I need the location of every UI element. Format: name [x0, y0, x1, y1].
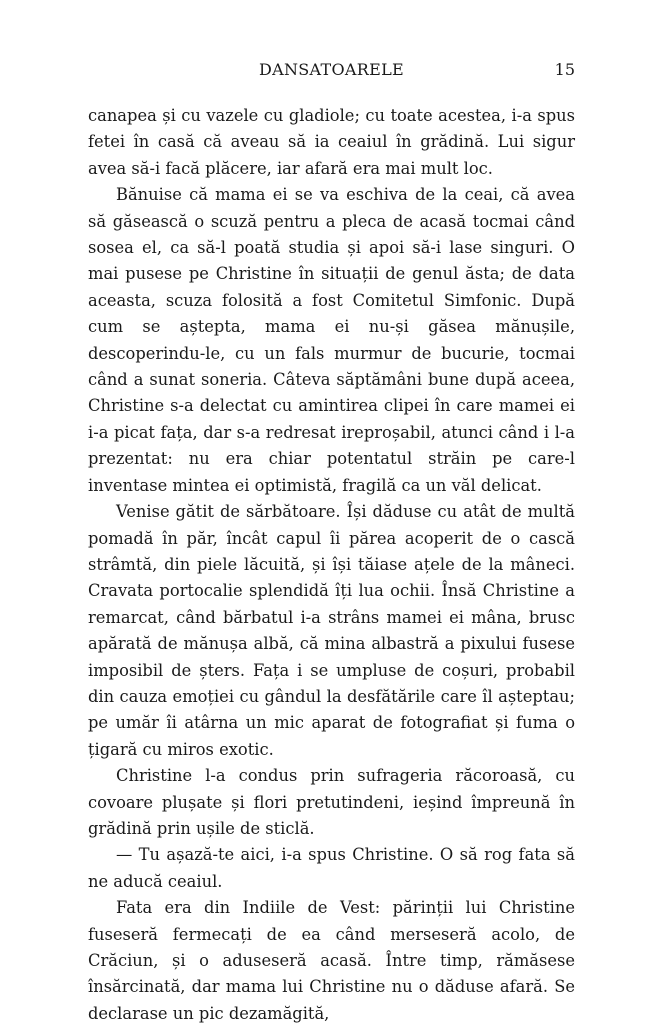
paragraph: canapea și cu vazele cu gladiole; cu toate acestea, i-a spus fetei în casă că aveau să ia ceaiul în grădină. Lui sigur avea să-i facă plăcere, iar afară era mai mult loc.: [88, 106, 575, 178]
paragraph: Bănuise că mama ei se va eschiva de la ceai, că avea să găsească o scuză pentru a pleca de acasă tocmai când sosea el, ca să-l poată studia și apoi să-i lase singuri. O mai pusese pe Christine în situații de genul ăsta; de data aceasta, scuza folosită a fost Comitetul Simfonic. După cum se aștepta, mama ei nu-și găsea mănușile, descoperindu-le, cu un fals murmur de bucurie, tocmai când a sunat soneria. Câteva săptămâni bune după aceea, Christine s-a delectat cu amintirea clipei în care mamei ei i-a picat fața, dar s-a redresat ireproșabil, atunci când i l-a prezentat: nu era chiar potentatul străin pe care-l inventase mintea ei optimistă, fragilă ca un văl delicat.: [88, 185, 575, 495]
page-number: 15: [554, 60, 575, 79]
dialogue-paragraph: — Tu așază-te aici, i-a spus Christine. O să rog fata să ne aducă ceaiul.: [88, 845, 575, 891]
body-text: [88, 103, 575, 1027]
paragraph: Christine l-a condus prin sufrageria răcoroasă, cu covoare plușate și flori pretutindeni, ieșind împreună în grădină prin ușile de sticlă.: [88, 766, 575, 838]
running-header: [88, 60, 575, 80]
paragraph: Venise gătit de sărbătoare. Își dăduse cu atât de multă pomadă în păr, încât capul îi părea acoperit de o cască strâmtă, din piele lăcuită, și își tăiase ațele de la mâneci. Cravata portocalie splendidă îți lua ochii. Însă Christine a remarcat, când bărbatul i-a strâns mamei ei mâna, brusc apărată de mănușa albă, că mina albastră a pixului fusese imposibil de șters. Fața i se umpluse de coșuri, probabil din cauza emoției cu gândul la desfătările care îl așteptau; pe umăr îi atârna un mic aparat de fotografiat și fuma o țigară cu miros exotic.: [88, 502, 575, 759]
running-title: DANSATOARELE: [259, 60, 404, 79]
paragraph: Fata era din Indiile de Vest: părinții lui Christine fuseseră fermecați de ea când merseseră acolo, de Crăciun, și o aduseseră acasă. Între timp, rămăsese însărcinată, dar mama lui Christine nu o dăduse afară. Se declarase un pic dezamăgită,: [88, 898, 575, 1023]
